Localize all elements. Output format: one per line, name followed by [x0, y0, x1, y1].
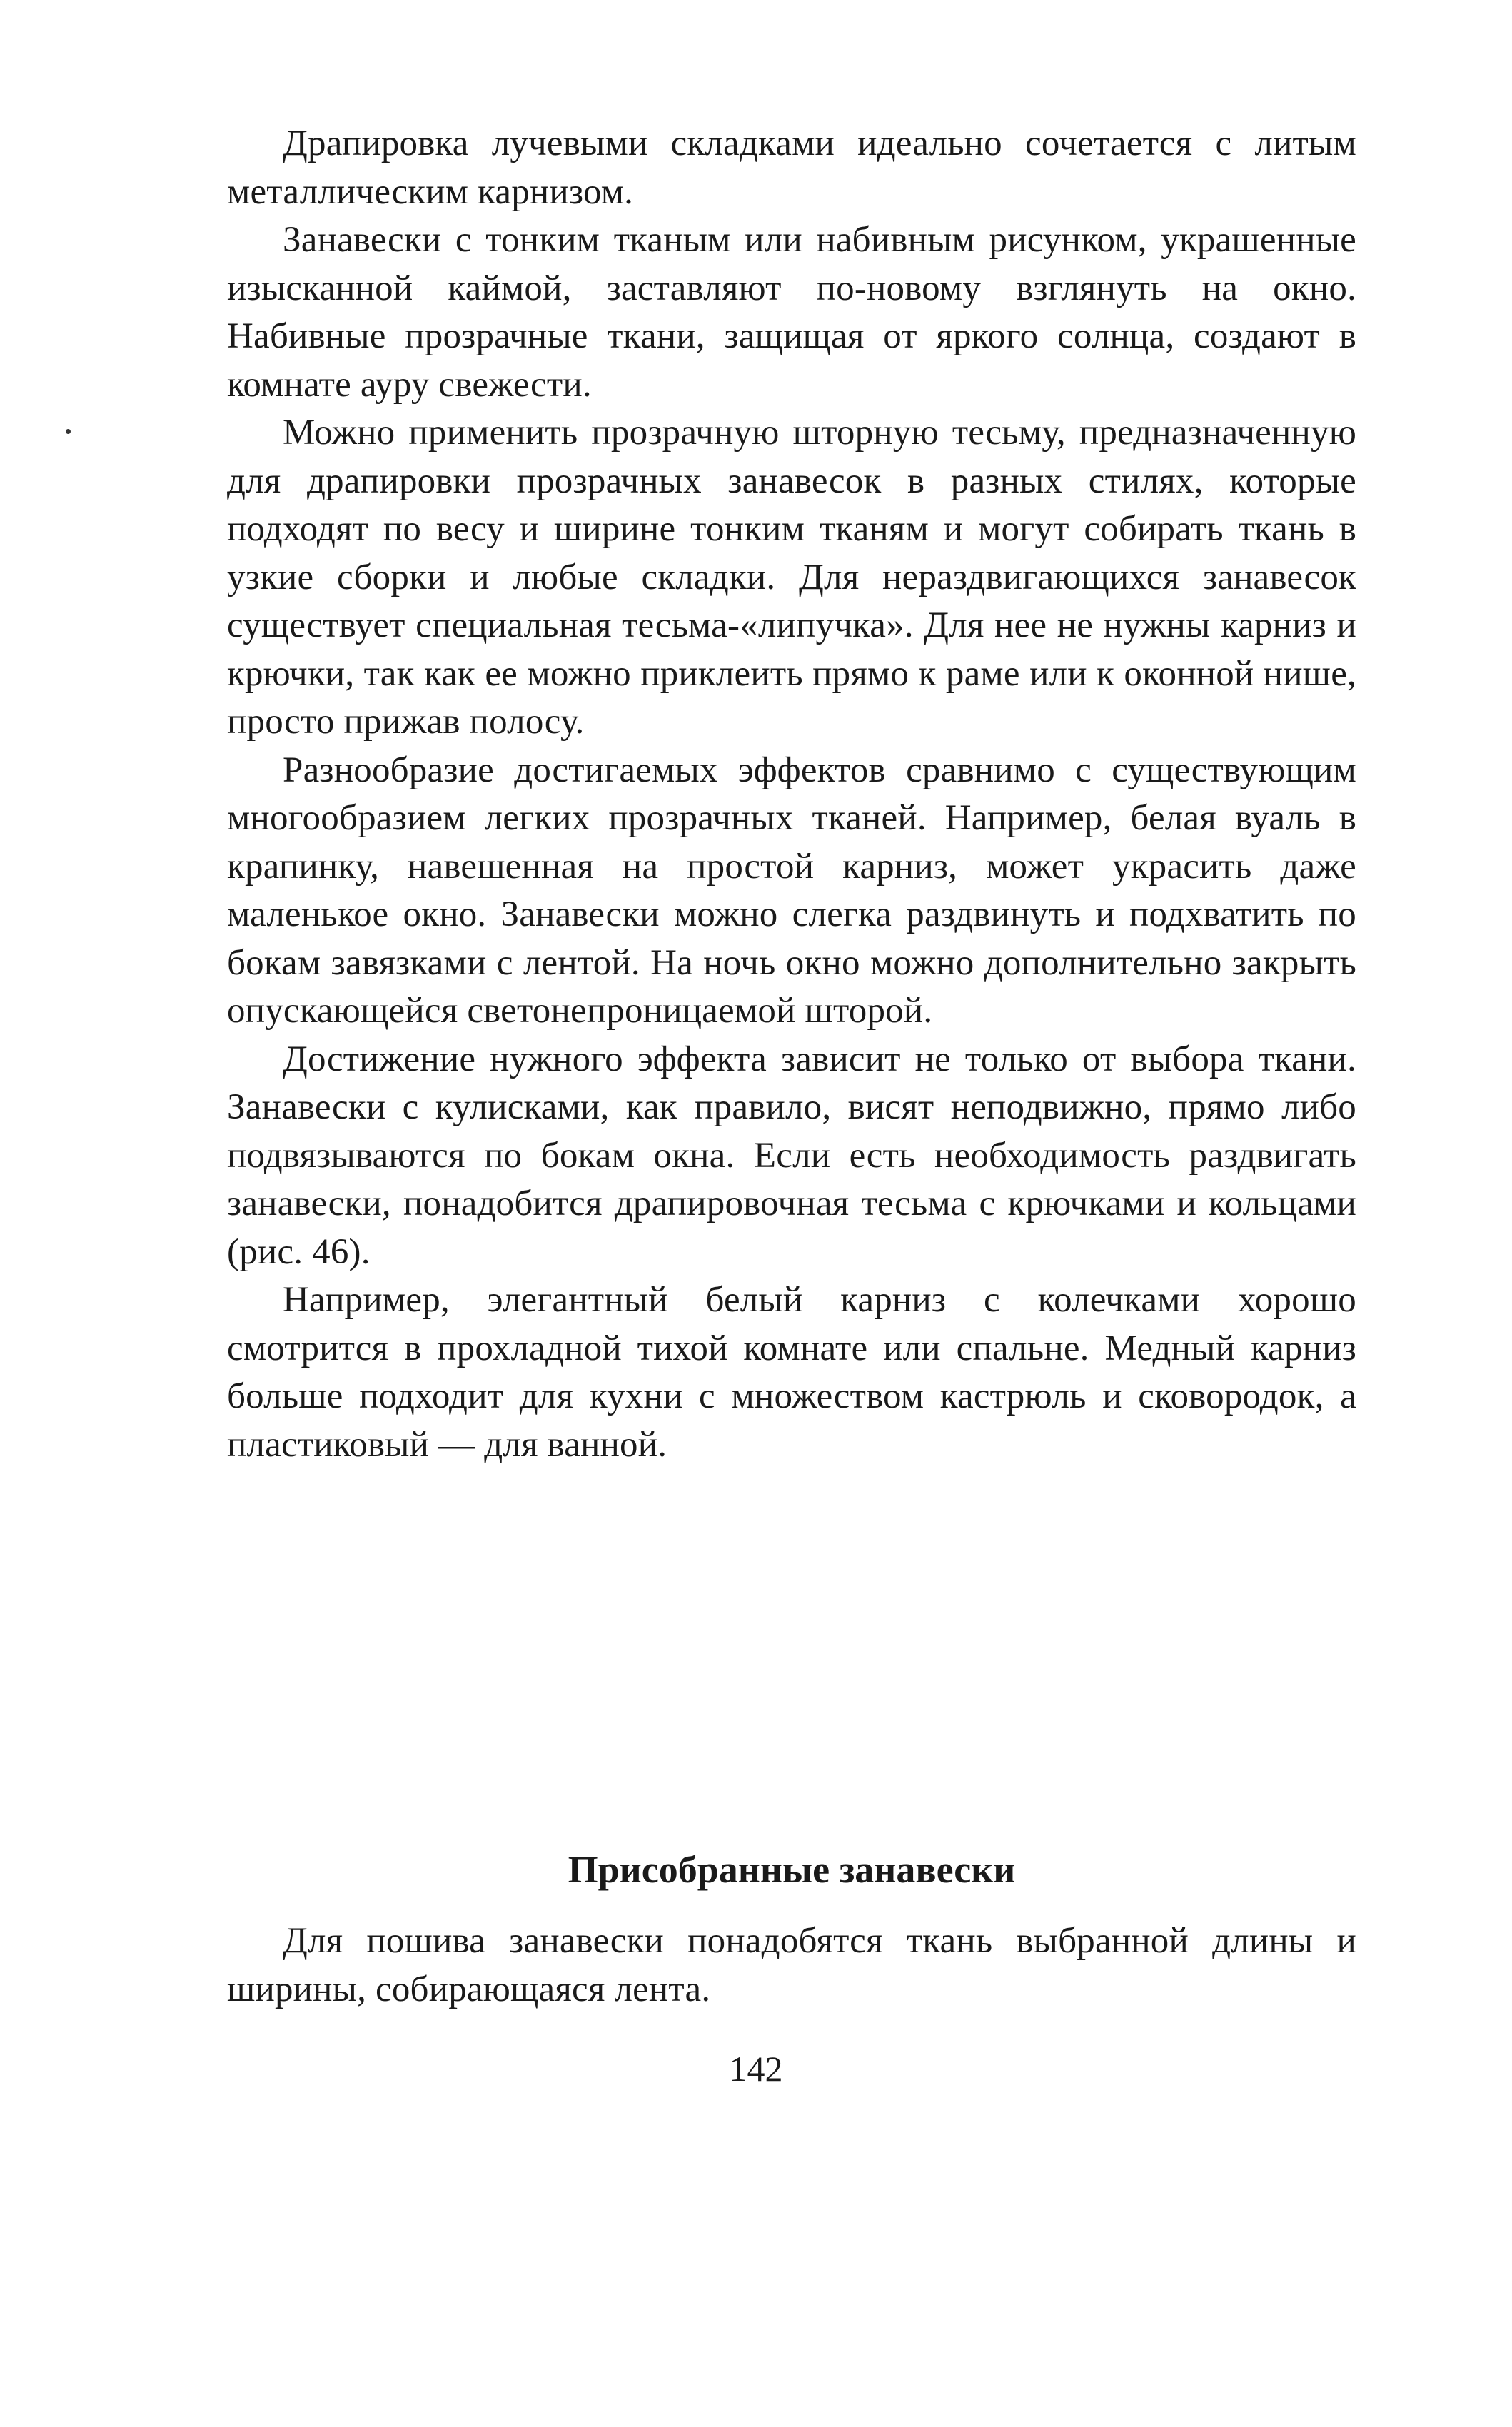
body-text	[227, 120, 1356, 1469]
paragraph-drapery-carnice: Драпировка лучевыми складками идеально сочетается с литым металлическим карнизом.	[227, 123, 1356, 212]
page-number: 142	[729, 2049, 783, 2089]
paragraph-sheer-effects: Разнообразие достигаемых эффектов сравнимо с существующим многообразием легких прозрачных тканей. Например, белая вуаль в крапинку, навешенная на простой карниз, может украсить даже маленькое окно. Занавески можно слегка раздвинуть и подхватить по бокам завязками с лентой. На ночь окно можно дополнительно закрыть опускающейся светонепроницаемой шторой.	[227, 750, 1356, 1031]
paragraph-carnice-materials: Например, элегантный белый карниз с колечками хорошо смотрится в прохладной тихой комнате или спальне. Медный карниз больше подходит для кухни с множеством кастрюль и сковородок, а пластиковый — для ванной.	[227, 1280, 1356, 1465]
section-heading: Присобранные занавески	[568, 1848, 1016, 1891]
scan-speck	[66, 429, 71, 434]
paragraph-printed-fabrics: Занавески с тонким тканым или набивным рисунком, украшенные изысканной каймой, заставляют по-новому взглянуть на окно. Набивные прозрачные ткани, защищая от яркого солнца, создают в комнате ауру свежести.	[227, 220, 1356, 405]
section-body	[227, 1917, 1356, 2014]
paragraph-rod-pocket: Достижение нужного эффекта зависит не только от выбора ткани. Занавески с кулисками, как правило, висят неподвижно, прямо либо подвязываются по бокам окна. Если есть необходимость раздвигать занавески, понадобится драпировочная тесьма с крючками и кольцами (рис. 46).	[227, 1039, 1356, 1272]
paragraph-curtain-tape: Можно применить прозрачную шторную тесьму, предназначенную для драпировки прозрачных занавесок в разных стилях, которые подходят по весу и ширине тонким тканям и могут собирать ткань в узкие сборки и любые складки. Для нераздвигающихся занавесок существует специальная тесьма-«липучка». Для нее не нужны карниз и крючки, так как ее можно приклеить прямо к раме или к оконной нише, просто прижав полосу.	[227, 413, 1356, 742]
paragraph-sewing-materials: Для пошива занавески понадобятся ткань выбранной длины и ширины, собирающаяся лента.	[227, 1921, 1356, 2009]
